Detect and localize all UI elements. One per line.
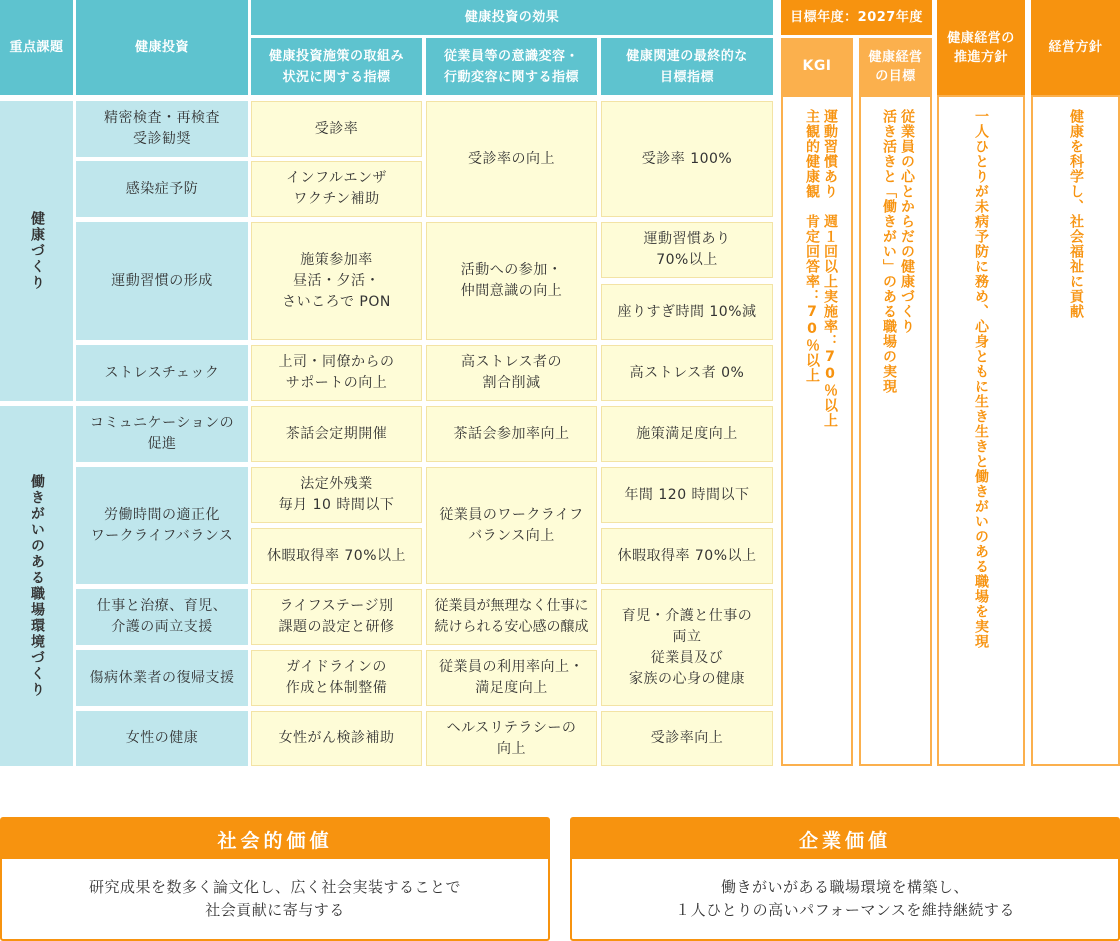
investment-item: 運動習慣の形成 <box>76 222 248 340</box>
health-goal-box <box>859 95 932 766</box>
investment-item: 傷病休業者の復帰支援 <box>76 650 248 706</box>
category-health <box>0 101 73 401</box>
final-indicator: 年間 120 時間以下 <box>601 467 773 523</box>
initiative-indicator: 休暇取得率 70%以上 <box>251 528 422 584</box>
header-investment: 健康投資 <box>76 0 248 95</box>
header-mgmt: 経営方針 <box>1031 0 1120 95</box>
behavior-indicator: 高ストレス者の 割合削減 <box>426 345 597 401</box>
header-promotion: 健康経営の 推進方針 <box>937 0 1025 95</box>
behavior-indicator: 受診率の向上 <box>426 101 597 217</box>
mgmt-box <box>1031 95 1120 766</box>
investment-item: 感染症予防 <box>76 161 248 217</box>
behavior-indicator: 従業員のワークライフ バランス向上 <box>426 467 597 584</box>
final-indicator: 育児・介護と仕事の 両立 従業員及び 家族の心身の健康 <box>601 589 773 706</box>
header-health-goal: 健康経営 の目標 <box>859 38 932 95</box>
mgmt-text: 健康を科学し、社会福祉に貢献 <box>1068 109 1084 319</box>
investment-item: 仕事と治療、育児、 介護の両立支援 <box>76 589 248 645</box>
final-indicator: 座りすぎ時間 10%減 <box>601 284 773 340</box>
investment-item: 労働時間の適正化 ワークライフバランス <box>76 467 248 584</box>
category-health-label: 健康づくり <box>29 211 45 291</box>
behavior-indicator: 従業員が無理なく仕事に 続けられる安心感の醸成 <box>426 589 597 645</box>
promotion-box <box>937 95 1025 766</box>
investment-item: 女性の健康 <box>76 711 248 766</box>
initiative-indicator: 女性がん検診補助 <box>251 711 422 766</box>
investment-item: ストレスチェック <box>76 345 248 401</box>
social-value-box <box>0 817 550 941</box>
final-indicator: 休暇取得率 70%以上 <box>601 528 773 584</box>
initiative-indicator: ガイドラインの 作成と体制整備 <box>251 650 422 706</box>
final-indicator: 受診率 100% <box>601 101 773 217</box>
behavior-indicator: 茶話会参加率向上 <box>426 406 597 462</box>
header-focus: 重点課題 <box>0 0 73 95</box>
investment-item: コミュニケーションの 促進 <box>76 406 248 462</box>
initiative-indicator: 受診率 <box>251 101 422 157</box>
behavior-indicator: 従業員の利用率向上・ 満足度向上 <box>426 650 597 706</box>
corporate-value-title: 企業価値 <box>572 819 1118 859</box>
social-value-title: 社会的価値 <box>2 819 548 859</box>
initiative-indicator: インフルエンザ ワクチン補助 <box>251 161 422 217</box>
header-target-year: 目標年度：2027年度 <box>781 0 932 35</box>
final-indicator: 受診率向上 <box>601 711 773 766</box>
kgi-box <box>781 95 853 766</box>
header-effect-col-1: 健康投資施策の取組み 状況に関する指標 <box>251 38 422 95</box>
initiative-indicator: 茶話会定期開催 <box>251 406 422 462</box>
initiative-indicator: ライフステージ別 課題の設定と研修 <box>251 589 422 645</box>
initiative-indicator: 施策参加率 昼活・夕活・ さいころで PON <box>251 222 422 340</box>
promotion-text: 一人ひとりが未病予防に務め、心身ともに生き生きと働きがいのある職場を実現 <box>973 109 989 649</box>
header-effect-col-3: 健康関連の最終的な 目標指標 <box>601 38 773 95</box>
behavior-indicator: 活動への参加・ 仲間意識の向上 <box>426 222 597 340</box>
corporate-value-box <box>570 817 1120 941</box>
health-goal-text: 従業員の心とからだの健康づくり 活き活きと「働きがい」のある職場の実現 <box>881 109 915 394</box>
corporate-value-body: 働きがいがある職場環境を構築し、 １人ひとりの高いパフォーマンスを維持継続する <box>675 878 1015 919</box>
header-effects: 健康投資の効果 <box>251 0 773 35</box>
final-indicator: 高ストレス者 0% <box>601 345 773 401</box>
header-kgi: KGI <box>781 38 853 95</box>
category-workplace <box>0 406 73 766</box>
category-workplace-label: 働きがいのある職場環境づくり <box>29 474 45 698</box>
initiative-indicator: 上司・同僚からの サポートの向上 <box>251 345 422 401</box>
kgi-text: 運動習慣あり 週１回以上実施率：70％以上 主観的健康観 肯定回答率：70％以上 <box>804 109 838 428</box>
final-indicator: 運動習慣あり 70%以上 <box>601 222 773 278</box>
final-indicator: 施策満足度向上 <box>601 406 773 462</box>
social-value-body: 研究成果を数多く論文化し、広く社会実装することで 社会貢献に寄与する <box>88 878 461 919</box>
behavior-indicator: ヘルスリテラシーの 向上 <box>426 711 597 766</box>
initiative-indicator: 法定外残業 毎月 10 時間以下 <box>251 467 422 523</box>
investment-item: 精密検査・再検査 受診勧奨 <box>76 101 248 157</box>
header-effect-col-2: 従業員等の意識変容・ 行動変容に関する指標 <box>426 38 597 95</box>
